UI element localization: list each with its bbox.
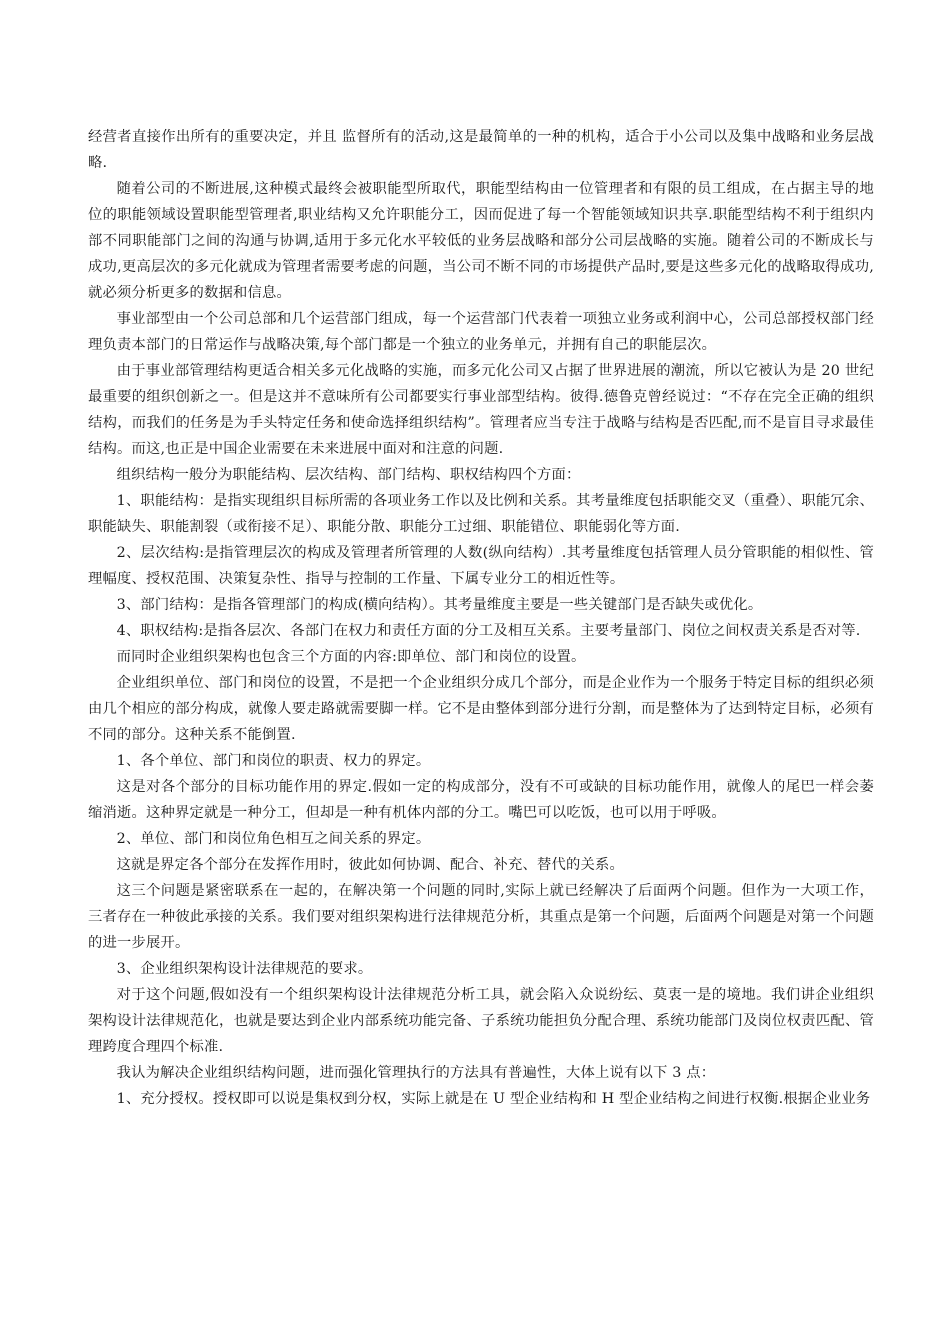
paragraph-4: 由于事业部管理结构更适合相关多元化战略的实施，而多元化公司又占据了世界进展的潮流，所以它被认为是 20 世纪最重要的组织创新之一。但是这并不意味所有公司都要实行事业部型结构。彼得.德鲁克曾经说过：“不存在完全正确的组织结构，而我们的任务是为手头特定任务和使命选择组织结构”。管理者应当专注于战略与结构是否匹配,而不是盲目寻求最佳结构。而这,也正是中国企业需要在未来进展中面对和注意的问题. (88, 363, 874, 457)
paragraph-3: 事业部型由一个公司总部和几个运营部门组成，每一个运营部门代表着一项独立业务或利润中心，公司总部授权部门经理负责本部门的日常运作与战略决策,每个部门都是一个独立的业务单元，并拥有自己的职能层次。 (88, 311, 874, 353)
paragraph-11: 企业组织单位、部门和岗位的设置，不是把一个企业组织分成几个部分，而是企业作为一个服务于特定目标的组织必须由几个相应的部分构成，就像人要走路就需要脚一样。它不是由整体到部分进行分割，而是整体为了达到特定目标，必须有不同的部分。这种关系不能倒置. (88, 675, 874, 743)
paragraph-6: 1、职能结构：是指实现组织目标所需的各项业务工作以及比例和关系。其考量维度包括职能交叉（重叠）、职能冗余、职能缺失、职能割裂（或衔接不足）、职能分散、职能分工过细、职能错位、职能弱化等方面. (88, 493, 874, 535)
paragraph-15: 这就是界定各个部分在发挥作用时，彼此如何协调、配合、补充、替代的关系。 (116, 857, 624, 873)
paragraph-7: 2、层次结构:是指管理层次的构成及管理者所管理的人数(纵向结构）.其考量维度包括管理人员分管职能的相似性、管理幅度、授权范围、决策复杂性、指导与控制的工作量、下属专业分工的相近性等。 (88, 545, 874, 587)
paragraph-9: 4、职权结构:是指各层次、各部门在权力和责任方面的分工及相互关系。主要考量部门、岗位之间权责关系是否对等. (116, 623, 861, 639)
paragraph-10: 而同时企业组织架构也包含三个方面的内容:即单位、部门和岗位的设置。 (116, 649, 586, 665)
paragraph-8: 3、部门结构：是指各管理部门的构成(横向结构）。其考量维度主要是一些关键部门是否缺失或优化。 (116, 597, 763, 613)
paragraph-19: 我认为解决企业组织结构问题，进而强化管理执行的方法具有普遍性，大体上说有以下 3 点： (116, 1065, 716, 1081)
paragraph-5: 组织结构一般分为职能结构、层次结构、部门结构、职权结构四个方面： (116, 467, 581, 483)
paragraph-18: 对于这个问题,假如没有一个组织架构设计法律规范分析工具，就会陷入众说纷纭、莫衷一是的境地。我们讲企业组织架构设计法律规范化，也就是要达到企业内部系统功能完备、子系统功能担负分配合理、系统功能部门及岗位权责匹配、管理跨度合理四个标准. (88, 987, 874, 1055)
paragraph-1: 经营者直接作出所有的重要决定，并且 监督所有的活动,这是最简单的一种的机构，适合于小公司以及集中战略和业务层战略. (88, 129, 874, 171)
paragraph-2: 随着公司的不断进展,这种模式最终会被职能型所取代，职能型结构由一位管理者和有限的员工组成，在占据主导的地位的职能领域设置职能型管理者,职业结构又允许职能分工，因而促进了每一个智能领域知识共享.职能型结构不利于组织内部不同职能部门之间的沟通与协调,适用于多元化水平较低的业务层战略和部分公司层战略的实施。随着公司的不断成长与成功,更高层次的多元化就成为管理者需要考虑的问题，当公司不断不同的市场提供产品时,要是这些多元化的战略取得成功,就必须分析更多的数据和信息。 (88, 181, 874, 301)
paragraph-20: 1、充分授权。授权即可以说是集权到分权，实际上就是在 U 型企业结构和 H 型企业结构之间进行权衡.根据企业业务 (116, 1091, 871, 1107)
paragraph-16: 这三个问题是紧密联系在一起的，在解决第一个问题的同时,实际上就已经解决了后面两个问题。但作为一大项工作，三者存在一种彼此承接的关系。我们要对组织架构进行法律规范分析，其重点是第一个问题，后面两个问题是对第一个问题的进一步展开。 (88, 883, 874, 951)
document-body (88, 124, 874, 1112)
paragraph-12: 1、各个单位、部门和岗位的职责、权力的界定。 (116, 753, 431, 769)
paragraph-13: 这是对各个部分的目标功能作用的界定.假如一定的构成部分，没有不可或缺的目标功能作用，就像人的尾巴一样会萎缩消逝。这种界定就是一种分工，但却是一种有机体内部的分工。嘴巴可以吃饭，也可以用于呼吸。 (88, 779, 874, 821)
paragraph-17: 3、企业组织架构设计法律规范的要求。 (116, 961, 373, 977)
paragraph-14: 2、单位、部门和岗位角色相互之间关系的界定。 (116, 831, 431, 847)
